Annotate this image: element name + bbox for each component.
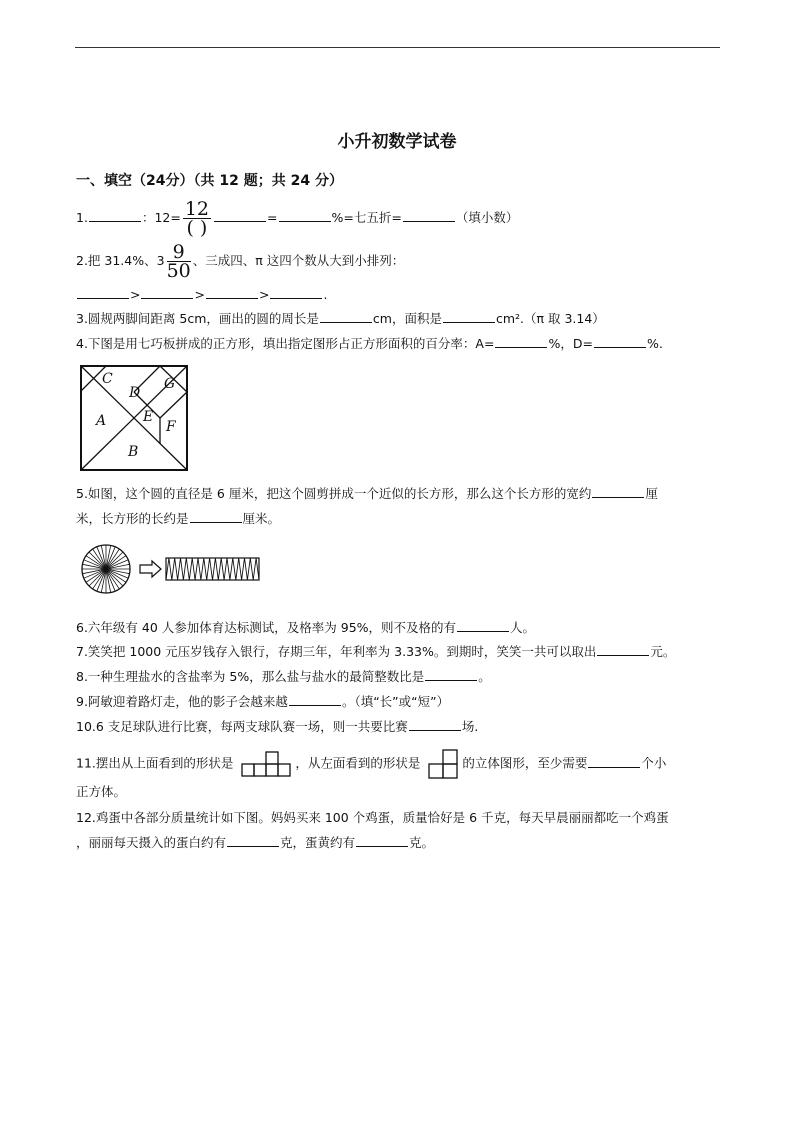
tangram-label-d: D [129, 385, 141, 401]
page-title: 小升初数学试卷 [337, 132, 457, 152]
question-4: 4.下图是用七巧板拼成的正方形，填出指定图形占正方形面积的百分率：A= %，D= %. [76, 336, 663, 351]
tangram-label-g: G [164, 376, 176, 392]
answer-blank[interactable] [495, 336, 547, 348]
question-3: 3.圆规两脚间距离 5cm，画出的圆的周长是 cm，面积是 cm².（π 取 3.14） [76, 311, 605, 326]
tangram-label-b: B [128, 444, 139, 460]
answer-blank[interactable] [206, 287, 258, 299]
rectangle-zigzag [166, 558, 259, 580]
answer-blank[interactable] [425, 669, 477, 681]
question-11-cont: 正方体。 [76, 784, 127, 799]
question-8: 8.一种生理盐水的含盐率为 5%，那么盐与盐水的最简整数比是 。 [76, 669, 491, 684]
answer-blank[interactable] [270, 287, 322, 299]
left-view-shape-icon [428, 749, 458, 779]
answer-blank[interactable] [592, 486, 644, 498]
answer-blank[interactable] [320, 311, 372, 323]
question-12: 12.鸡蛋中各部分质量统计如下图。妈妈买来 100 个鸡蛋，质量恰好是 6 千克，每天早晨丽丽都吃一个鸡蛋 [76, 810, 669, 825]
question-5: 5.如图，这个圆的直径是 6 厘米，把这个圆剪拼成一个近似的长方形，那么这个长方形的宽约 厘 [76, 486, 658, 501]
answer-blank[interactable] [89, 210, 141, 222]
answer-blank[interactable] [403, 210, 455, 222]
answer-blank[interactable] [409, 719, 461, 731]
answer-blank[interactable] [279, 210, 331, 222]
answer-blank[interactable] [214, 210, 266, 222]
answer-blank[interactable] [141, 287, 193, 299]
answer-blank[interactable] [356, 835, 408, 847]
question-6: 6.六年级有 40 人参加体育达标测试，及格率为 95%，则不及格的有 人。 [76, 620, 536, 635]
answer-blank[interactable] [457, 620, 509, 632]
question-5-cont: 米，长方形的长约是 厘米。 [76, 511, 281, 526]
question-2-answer-line: > > > . [76, 287, 327, 303]
answer-blank[interactable] [597, 644, 649, 656]
question-11: 11.摆出从上面看到的形状是 ，从左面看到的形状是 的立体图形，至少需要 个小 [76, 749, 666, 779]
answer-blank[interactable] [289, 694, 341, 706]
question-10: 10.6 支足球队进行比赛，每两支球队赛一场，则一共要比赛 场. [76, 719, 479, 734]
section-heading: 一、填空（24分）（共 12 题；共 24 分） [76, 173, 343, 189]
fraction: $\frac{9}{50}$ [166, 241, 191, 282]
answer-blank[interactable] [190, 511, 242, 523]
answer-blank[interactable] [227, 835, 279, 847]
question-7: 7.笑笑把 1000 元压岁钱存入银行，存期三年，年利率为 3.33%。到期时，笑笑一共可以取出 元。 [76, 644, 676, 659]
answer-blank[interactable] [77, 287, 129, 299]
tangram-label-c: C [102, 371, 113, 387]
question-12-cont: ，丽丽每天摄入的蛋白约有 克，蛋黄约有 克。 [76, 835, 435, 850]
header-rule [75, 47, 720, 48]
circle-to-rectangle-figure [78, 543, 263, 595]
fraction: $\frac{12}{( )}$ [184, 198, 210, 239]
tangram-figure [78, 363, 190, 473]
top-view-shape-icon [241, 751, 291, 777]
tangram-label-e: E [143, 409, 154, 425]
question-1: 1. ：12= $\frac{12}{( )}$ = %=七五折= （填小数） [76, 198, 519, 239]
answer-blank[interactable] [443, 311, 495, 323]
question-9: 9.阿敏迎着路灯走，他的影子会越来越 。（填“长”或“短”） [76, 694, 450, 709]
answer-blank[interactable] [588, 756, 640, 768]
tangram-label-a: A [96, 413, 107, 429]
answer-blank[interactable] [594, 336, 646, 348]
tangram-label-f: F [166, 419, 176, 435]
question-2: 2.把 31.4%、3 $\frac{9}{50}$ 、三成四、π 这四个数从大到小排列： [76, 241, 405, 282]
